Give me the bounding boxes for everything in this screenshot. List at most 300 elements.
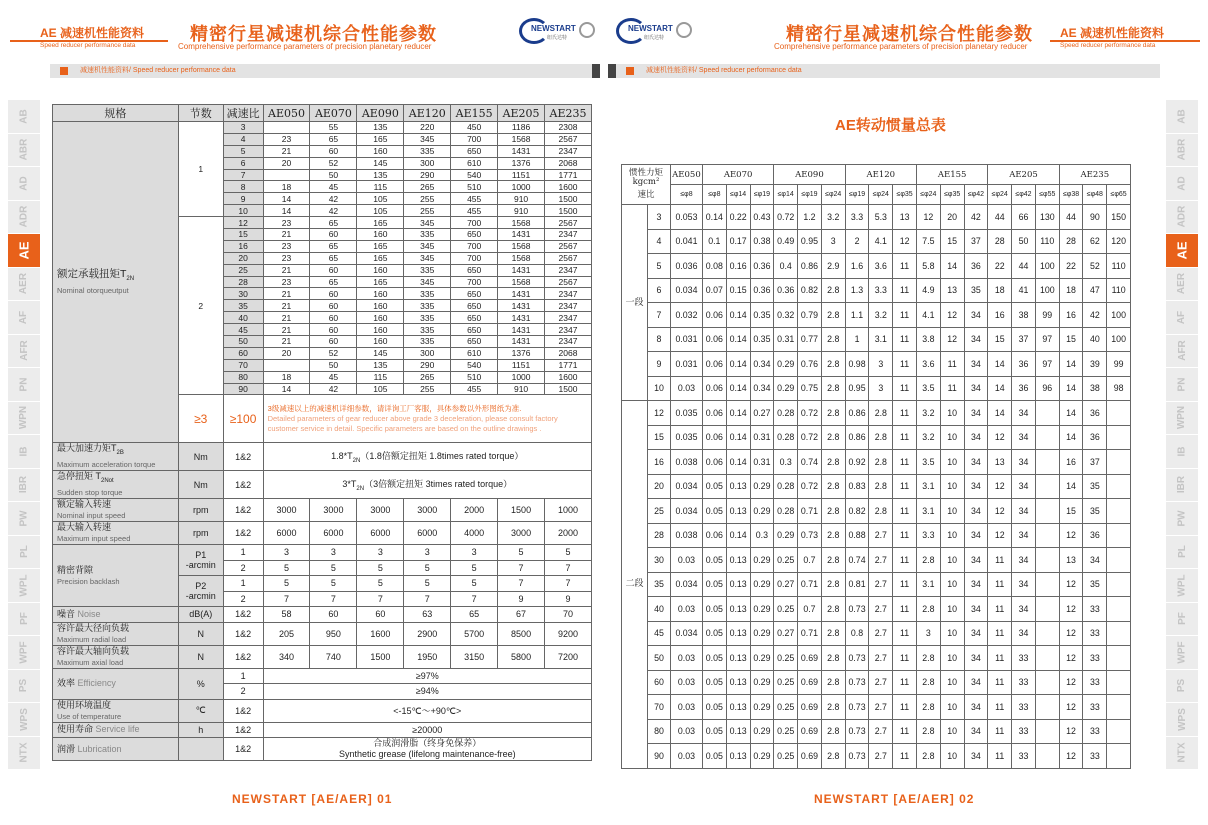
row-label: 效率 Efficiency bbox=[53, 668, 179, 699]
table-cell: 28 bbox=[1059, 229, 1083, 254]
table-cell: 165 bbox=[357, 252, 404, 264]
section-bar-right bbox=[616, 64, 1160, 78]
table-cell: 1.2 bbox=[798, 205, 822, 230]
table-cell: 42 bbox=[310, 205, 357, 217]
table-row bbox=[622, 474, 1155, 499]
bore-header: ≤φ19 bbox=[750, 185, 774, 205]
side-tab-abr[interactable]: ABR bbox=[8, 134, 40, 168]
table-cell: 34 bbox=[1083, 548, 1107, 573]
table-cell: 65 bbox=[310, 252, 357, 264]
table-cell: 0.29 bbox=[750, 572, 774, 597]
side-tab-ps[interactable]: PS bbox=[8, 670, 40, 704]
table-cell: 0.13 bbox=[726, 670, 750, 695]
table-cell: 340 bbox=[263, 645, 310, 668]
table-cell: 12 bbox=[1059, 523, 1083, 548]
table-cell: 16 bbox=[1059, 303, 1083, 328]
table-cell: 510 bbox=[451, 371, 498, 383]
table-cell: 0.29 bbox=[774, 352, 798, 377]
table-cell bbox=[263, 169, 310, 181]
table-cell: 0.29 bbox=[750, 695, 774, 720]
stage-cell: 2 bbox=[223, 684, 263, 700]
table-cell: 0.06 bbox=[702, 327, 726, 352]
brand-label-right: AE 减速机性能资料 bbox=[1060, 26, 1165, 40]
table-cell: 1431 bbox=[498, 312, 545, 324]
table-cell: 2.8 bbox=[869, 450, 893, 475]
table-cell: 60 bbox=[310, 264, 357, 276]
model-header: AE050 bbox=[670, 165, 702, 185]
table-cell bbox=[1035, 548, 1059, 573]
table-cell: 36 bbox=[1012, 352, 1036, 377]
table-cell: 0.69 bbox=[798, 744, 822, 769]
table-cell: 1500 bbox=[498, 499, 545, 522]
table-cell: 11 bbox=[988, 719, 1012, 744]
table-cell: 0.22 bbox=[726, 205, 750, 230]
table-cell: 335 bbox=[404, 264, 451, 276]
table-cell: 110 bbox=[1107, 278, 1131, 303]
table-row bbox=[622, 523, 1155, 548]
table-cell: 0.73 bbox=[845, 719, 869, 744]
table-cell: 60 bbox=[223, 347, 263, 359]
table-cell: 44 bbox=[988, 205, 1012, 230]
side-tab-wpf[interactable]: WPF bbox=[8, 636, 40, 670]
table-cell: 255 bbox=[404, 383, 451, 395]
side-tab-ib[interactable]: IB bbox=[8, 435, 40, 469]
side-tab-adr[interactable]: ADR bbox=[1166, 201, 1198, 235]
table-cell: 540 bbox=[451, 359, 498, 371]
table-cell: 21 bbox=[263, 288, 310, 300]
table-cell: 1771 bbox=[545, 169, 592, 181]
table-cell: 14 bbox=[1059, 376, 1083, 401]
table-cell: 610 bbox=[451, 157, 498, 169]
table-cell: 55 bbox=[310, 122, 357, 134]
side-tab-adr[interactable]: ADR bbox=[8, 201, 40, 235]
table-cell: 0.14 bbox=[726, 450, 750, 475]
table-cell: 0.25 bbox=[774, 695, 798, 720]
table-cell: 11 bbox=[893, 646, 917, 671]
side-tab-pw[interactable]: PW bbox=[8, 502, 40, 536]
table-row bbox=[53, 443, 592, 471]
merged-value-cell: $3*T_{2N}(3$倍额定扭矩 3times rated torque） bbox=[263, 471, 591, 499]
table-cell: 5.3 bbox=[869, 205, 893, 230]
table-cell: 1.1 bbox=[845, 303, 869, 328]
table-row bbox=[53, 622, 592, 645]
table-cell: 12 bbox=[223, 217, 263, 229]
ratio-cell: 4 bbox=[647, 229, 670, 254]
table-row bbox=[53, 522, 592, 545]
side-tab-ab[interactable]: AB bbox=[8, 100, 40, 134]
table-cell: 345 bbox=[404, 217, 451, 229]
table-cell: 165 bbox=[357, 276, 404, 288]
table-cell: 160 bbox=[357, 300, 404, 312]
table-cell: 34 bbox=[964, 401, 988, 426]
table-cell: 10 bbox=[940, 646, 964, 671]
table-cell: 1568 bbox=[498, 240, 545, 252]
table-cell: 97 bbox=[1035, 352, 1059, 377]
table-row bbox=[53, 645, 592, 668]
table-cell: 12 bbox=[988, 523, 1012, 548]
table-cell: 5 bbox=[357, 560, 404, 576]
table-cell: 0.35 bbox=[750, 327, 774, 352]
table-cell: 1376 bbox=[498, 347, 545, 359]
side-tab-pn[interactable]: PN bbox=[8, 368, 40, 402]
table-cell: 34 bbox=[964, 621, 988, 646]
column-header: AE205 bbox=[498, 105, 545, 122]
table-cell: 0.05 bbox=[702, 670, 726, 695]
table-cell: 21 bbox=[263, 312, 310, 324]
note-cn: 3级减速以上的减速机详细参数，请详询工厂客服，具体参数以外形图纸为准. bbox=[267, 403, 522, 413]
bore-header: ≤φ14 bbox=[774, 185, 798, 205]
model-header: AE155 bbox=[916, 165, 987, 185]
table-cell: 0.7 bbox=[798, 597, 822, 622]
table-cell: 11 bbox=[988, 572, 1012, 597]
table-cell: 3.5 bbox=[916, 450, 940, 475]
side-tab-af[interactable]: AF bbox=[1166, 301, 1198, 335]
table-cell: 33 bbox=[1012, 695, 1036, 720]
model-header: AE205 bbox=[988, 165, 1059, 185]
side-tab-afr[interactable]: AFR bbox=[8, 335, 40, 369]
table-cell: 4.1 bbox=[916, 303, 940, 328]
table-cell: 12 bbox=[893, 229, 917, 254]
table-cell: 10 bbox=[940, 474, 964, 499]
table-cell: 14 bbox=[1059, 474, 1083, 499]
table-cell: 2.7 bbox=[869, 548, 893, 573]
table-cell: 34 bbox=[1012, 572, 1036, 597]
ratio-cell: 10 bbox=[647, 376, 670, 401]
table-cell: 34 bbox=[1012, 621, 1036, 646]
table-cell: 2.7 bbox=[869, 695, 893, 720]
table-cell: 3 bbox=[223, 122, 263, 134]
page-title-right: 精密行星减速机综合性能参数 bbox=[786, 24, 1033, 44]
table-cell: 1771 bbox=[545, 359, 592, 371]
table-cell: 110 bbox=[1035, 229, 1059, 254]
table-cell: 3000 bbox=[404, 499, 451, 522]
table-cell: 65 bbox=[310, 133, 357, 145]
table-cell: 0.3 bbox=[774, 450, 798, 475]
table-cell: 335 bbox=[404, 324, 451, 336]
table-row bbox=[622, 548, 1155, 573]
table-cell: 1000 bbox=[498, 181, 545, 193]
table-cell: 0.29 bbox=[750, 548, 774, 573]
table-cell: 3.2 bbox=[869, 303, 893, 328]
side-tab-ae[interactable]: AE bbox=[1166, 234, 1198, 268]
table-cell bbox=[1035, 474, 1059, 499]
side-tab-pn[interactable]: PN bbox=[1166, 368, 1198, 402]
table-cell: 2.8 bbox=[821, 646, 845, 671]
side-tab-wpn[interactable]: WPN bbox=[8, 402, 40, 436]
table-cell: 33 bbox=[1012, 744, 1036, 769]
table-cell: 7.5 bbox=[916, 229, 940, 254]
side-tab-wps[interactable]: WPS bbox=[1166, 703, 1198, 737]
side-tab-wpl[interactable]: WPL bbox=[1166, 569, 1198, 603]
side-tab-ad[interactable]: AD bbox=[1166, 167, 1198, 201]
side-tab-wpl[interactable]: WPL bbox=[8, 569, 40, 603]
table-cell: 21 bbox=[263, 324, 310, 336]
side-tab-ad[interactable]: AD bbox=[8, 167, 40, 201]
table-cell: 33 bbox=[1012, 719, 1036, 744]
table-cell: 16 bbox=[1059, 450, 1083, 475]
table-cell: 37 bbox=[964, 229, 988, 254]
side-tab-ibr[interactable]: IBR bbox=[8, 469, 40, 503]
table-cell: 205 bbox=[263, 622, 310, 645]
table-cell: 60 bbox=[357, 607, 404, 623]
table-cell: 67 bbox=[498, 607, 545, 623]
table-cell: 4.9 bbox=[916, 278, 940, 303]
table-cell: 0.03 bbox=[670, 597, 702, 622]
table-cell: 10 bbox=[223, 205, 263, 217]
table-cell: 6000 bbox=[263, 522, 310, 545]
table-cell: 3 bbox=[821, 229, 845, 254]
table-cell: 3.8 bbox=[916, 327, 940, 352]
table-cell: 0.06 bbox=[702, 376, 726, 401]
side-tab-aer[interactable]: AER bbox=[8, 268, 40, 302]
table-cell: 12 bbox=[988, 474, 1012, 499]
table-cell: 5 bbox=[545, 545, 592, 561]
table-cell: 11 bbox=[893, 450, 917, 475]
table-cell: 650 bbox=[451, 288, 498, 300]
table-cell: 2.7 bbox=[869, 597, 893, 622]
row-label: 额定输入转速 Nominal input speed bbox=[53, 499, 179, 522]
table-cell: 0.82 bbox=[798, 278, 822, 303]
seal-icon bbox=[579, 22, 595, 38]
table-cell: 0.03 bbox=[670, 376, 702, 401]
table-row bbox=[53, 545, 592, 561]
note-cell bbox=[263, 395, 591, 443]
table-row bbox=[622, 744, 1155, 769]
table-cell: 33 bbox=[1083, 646, 1107, 671]
table-cell: 0.8 bbox=[845, 621, 869, 646]
table-cell: 700 bbox=[451, 276, 498, 288]
table-cell: 3.1 bbox=[916, 474, 940, 499]
table-cell: 910 bbox=[498, 205, 545, 217]
table-cell bbox=[1107, 401, 1131, 426]
table-cell: 0.13 bbox=[726, 695, 750, 720]
table-cell: 2.7 bbox=[869, 719, 893, 744]
table-cell: 1151 bbox=[498, 359, 545, 371]
table-cell: 36 bbox=[1012, 376, 1036, 401]
table-cell: 0.05 bbox=[702, 646, 726, 671]
table-cell: 70 bbox=[545, 607, 592, 623]
backlash-unit-cell: P2 -arcmin bbox=[178, 576, 223, 607]
side-tab-pf[interactable]: PF bbox=[1166, 603, 1198, 637]
table-cell: 14 bbox=[1059, 425, 1083, 450]
table-cell: 1431 bbox=[498, 336, 545, 348]
table-row bbox=[53, 607, 592, 623]
table-cell: 28 bbox=[988, 229, 1012, 254]
side-tab-afr[interactable]: AFR bbox=[1166, 335, 1198, 369]
side-tab-af[interactable]: AF bbox=[8, 301, 40, 335]
ratio-cell: 45 bbox=[647, 621, 670, 646]
side-tab-abr[interactable]: ABR bbox=[1166, 134, 1198, 168]
table-cell: 35 bbox=[1083, 572, 1107, 597]
table-cell: 0.81 bbox=[845, 572, 869, 597]
side-tab-pl[interactable]: PL bbox=[1166, 536, 1198, 570]
table-cell: 10 bbox=[940, 572, 964, 597]
side-tab-aer[interactable]: AER bbox=[1166, 268, 1198, 302]
table-cell: 12 bbox=[1059, 572, 1083, 597]
table-cell: 34 bbox=[1012, 597, 1036, 622]
row-label: 精密背隙 Precision backlash bbox=[53, 545, 179, 607]
ratio-cell: 35 bbox=[647, 572, 670, 597]
table-cell: 15 bbox=[940, 229, 964, 254]
side-tab-ae[interactable]: AE bbox=[8, 234, 40, 268]
table-cell: 345 bbox=[404, 240, 451, 252]
table-cell: 13 bbox=[940, 278, 964, 303]
page-footer: NEWSTART [AE/AER] 01 bbox=[232, 792, 393, 806]
table-cell: 12 bbox=[1059, 597, 1083, 622]
table-cell: 0.05 bbox=[702, 474, 726, 499]
table-cell: 255 bbox=[404, 193, 451, 205]
table-cell: 335 bbox=[404, 300, 451, 312]
table-cell: 3000 bbox=[310, 499, 357, 522]
table-row bbox=[622, 327, 1155, 352]
side-tab-ibr[interactable]: IBR bbox=[1166, 469, 1198, 503]
table-cell: 220 bbox=[404, 122, 451, 134]
row-label: 容许最大轴向负载 Maximum axial load bbox=[53, 645, 179, 668]
table-cell: 2.8 bbox=[916, 670, 940, 695]
table-cell: 650 bbox=[451, 324, 498, 336]
unit-cell: ℃ bbox=[178, 699, 223, 722]
table-cell: 11 bbox=[893, 254, 917, 279]
table-row bbox=[622, 185, 1155, 205]
table-cell: 18 bbox=[263, 181, 310, 193]
table-cell: 34 bbox=[1012, 523, 1036, 548]
table-cell: 2.8 bbox=[821, 278, 845, 303]
table-cell: 33 bbox=[1083, 744, 1107, 769]
table-cell: 0.14 bbox=[726, 376, 750, 401]
table-cell bbox=[1035, 670, 1059, 695]
table-cell: 290 bbox=[404, 169, 451, 181]
table-cell: 0.36 bbox=[750, 254, 774, 279]
table-cell: 5700 bbox=[451, 622, 498, 645]
table-cell: 70 bbox=[223, 359, 263, 371]
table-cell: 60 bbox=[310, 324, 357, 336]
table-cell: 34 bbox=[964, 376, 988, 401]
table-cell: 38 bbox=[1083, 376, 1107, 401]
row-label: 最大输入转速 Maximum input speed bbox=[53, 522, 179, 545]
table-cell: 0.25 bbox=[774, 670, 798, 695]
table-cell: 2.8 bbox=[821, 670, 845, 695]
table-cell: 0.36 bbox=[750, 278, 774, 303]
table-cell: 910 bbox=[498, 383, 545, 395]
side-tab-ib[interactable]: IB bbox=[1166, 435, 1198, 469]
side-tab-ntx[interactable]: NTX bbox=[8, 737, 40, 771]
table-cell: 41 bbox=[1012, 278, 1036, 303]
table-cell: 2.8 bbox=[821, 352, 845, 377]
table-cell: 52 bbox=[310, 347, 357, 359]
table-cell: 23 bbox=[263, 133, 310, 145]
table-cell: 0.82 bbox=[845, 499, 869, 524]
table-cell: 650 bbox=[451, 264, 498, 276]
table-cell: 22 bbox=[988, 254, 1012, 279]
side-tab-pw[interactable]: PW bbox=[1166, 502, 1198, 536]
table-cell: 7 bbox=[263, 591, 310, 607]
ratio-cell: 30 bbox=[647, 548, 670, 573]
side-tab-pf[interactable]: PF bbox=[8, 603, 40, 637]
table-cell: 8500 bbox=[498, 622, 545, 645]
table-cell: 0.03 bbox=[670, 744, 702, 769]
side-tab-wpn[interactable]: WPN bbox=[1166, 402, 1198, 436]
table-cell: 2.8 bbox=[916, 719, 940, 744]
table-cell: 540 bbox=[451, 169, 498, 181]
segment-cell: 二段 bbox=[622, 401, 648, 769]
side-tab-wps[interactable]: WPS bbox=[8, 703, 40, 737]
table-cell bbox=[1107, 719, 1131, 744]
table-cell: 99 bbox=[1035, 303, 1059, 328]
table-cell: 10 bbox=[940, 548, 964, 573]
table-cell: 0.27 bbox=[750, 401, 774, 426]
side-tab-ab[interactable]: AB bbox=[1166, 100, 1198, 134]
table-cell: 42 bbox=[310, 193, 357, 205]
table-cell: 21 bbox=[263, 336, 310, 348]
table-cell: 11 bbox=[988, 695, 1012, 720]
table-cell: 11 bbox=[940, 352, 964, 377]
table-cell: 0.29 bbox=[750, 474, 774, 499]
table-cell: 2.8 bbox=[821, 303, 845, 328]
table-cell: 0.05 bbox=[702, 548, 726, 573]
table-cell: 14 bbox=[1059, 352, 1083, 377]
side-tab-pl[interactable]: PL bbox=[8, 536, 40, 570]
stage-cell: 2 bbox=[223, 591, 263, 607]
table-cell: 135 bbox=[357, 169, 404, 181]
table-cell: 0.86 bbox=[845, 425, 869, 450]
table-cell: 265 bbox=[404, 181, 451, 193]
table-row bbox=[622, 450, 1155, 475]
table-cell: 1.6 bbox=[845, 254, 869, 279]
table-cell: 7 bbox=[404, 591, 451, 607]
table-row bbox=[622, 499, 1155, 524]
side-tab-wpf[interactable]: WPF bbox=[1166, 636, 1198, 670]
table-cell: 0.13 bbox=[726, 621, 750, 646]
table-cell: 23 bbox=[263, 240, 310, 252]
table-cell: 7 bbox=[545, 576, 592, 592]
side-tab-ps[interactable]: PS bbox=[1166, 670, 1198, 704]
table-cell: 1431 bbox=[498, 324, 545, 336]
table-cell: 0.31 bbox=[750, 450, 774, 475]
table-cell: 0.1 bbox=[702, 229, 726, 254]
table-cell: 18 bbox=[263, 371, 310, 383]
bar-end-mark bbox=[608, 64, 616, 78]
table-cell: 0.28 bbox=[774, 425, 798, 450]
table-cell: 650 bbox=[451, 336, 498, 348]
table-cell: 4000 bbox=[451, 522, 498, 545]
table-cell: 11 bbox=[893, 278, 917, 303]
table-row bbox=[622, 597, 1155, 622]
side-tab-ntx[interactable]: NTX bbox=[1166, 737, 1198, 771]
table-cell: 5 bbox=[498, 545, 545, 561]
table-cell: 5 bbox=[310, 560, 357, 576]
table-cell: 4.1 bbox=[869, 229, 893, 254]
table-cell: 0.73 bbox=[845, 695, 869, 720]
table-cell: 11 bbox=[893, 425, 917, 450]
table-cell: 455 bbox=[451, 383, 498, 395]
table-cell: 40 bbox=[223, 312, 263, 324]
table-cell: 0.25 bbox=[774, 744, 798, 769]
table-cell: 1000 bbox=[545, 499, 592, 522]
table-cell: 2.8 bbox=[916, 646, 940, 671]
table-cell: 0.43 bbox=[750, 205, 774, 230]
table-cell: 36 bbox=[964, 254, 988, 279]
column-header: 减速比 bbox=[223, 105, 263, 122]
table-cell: 0.3 bbox=[750, 523, 774, 548]
table-cell: 7 bbox=[498, 576, 545, 592]
bore-header: ≤φ24 bbox=[988, 185, 1012, 205]
table-cell: 2.8 bbox=[821, 719, 845, 744]
row-label: 使用环境温度 Use of temperature bbox=[53, 699, 179, 722]
table-cell: 255 bbox=[404, 205, 451, 217]
table-cell: 34 bbox=[964, 597, 988, 622]
table-cell: 0.71 bbox=[798, 572, 822, 597]
table-cell: 0.27 bbox=[774, 572, 798, 597]
